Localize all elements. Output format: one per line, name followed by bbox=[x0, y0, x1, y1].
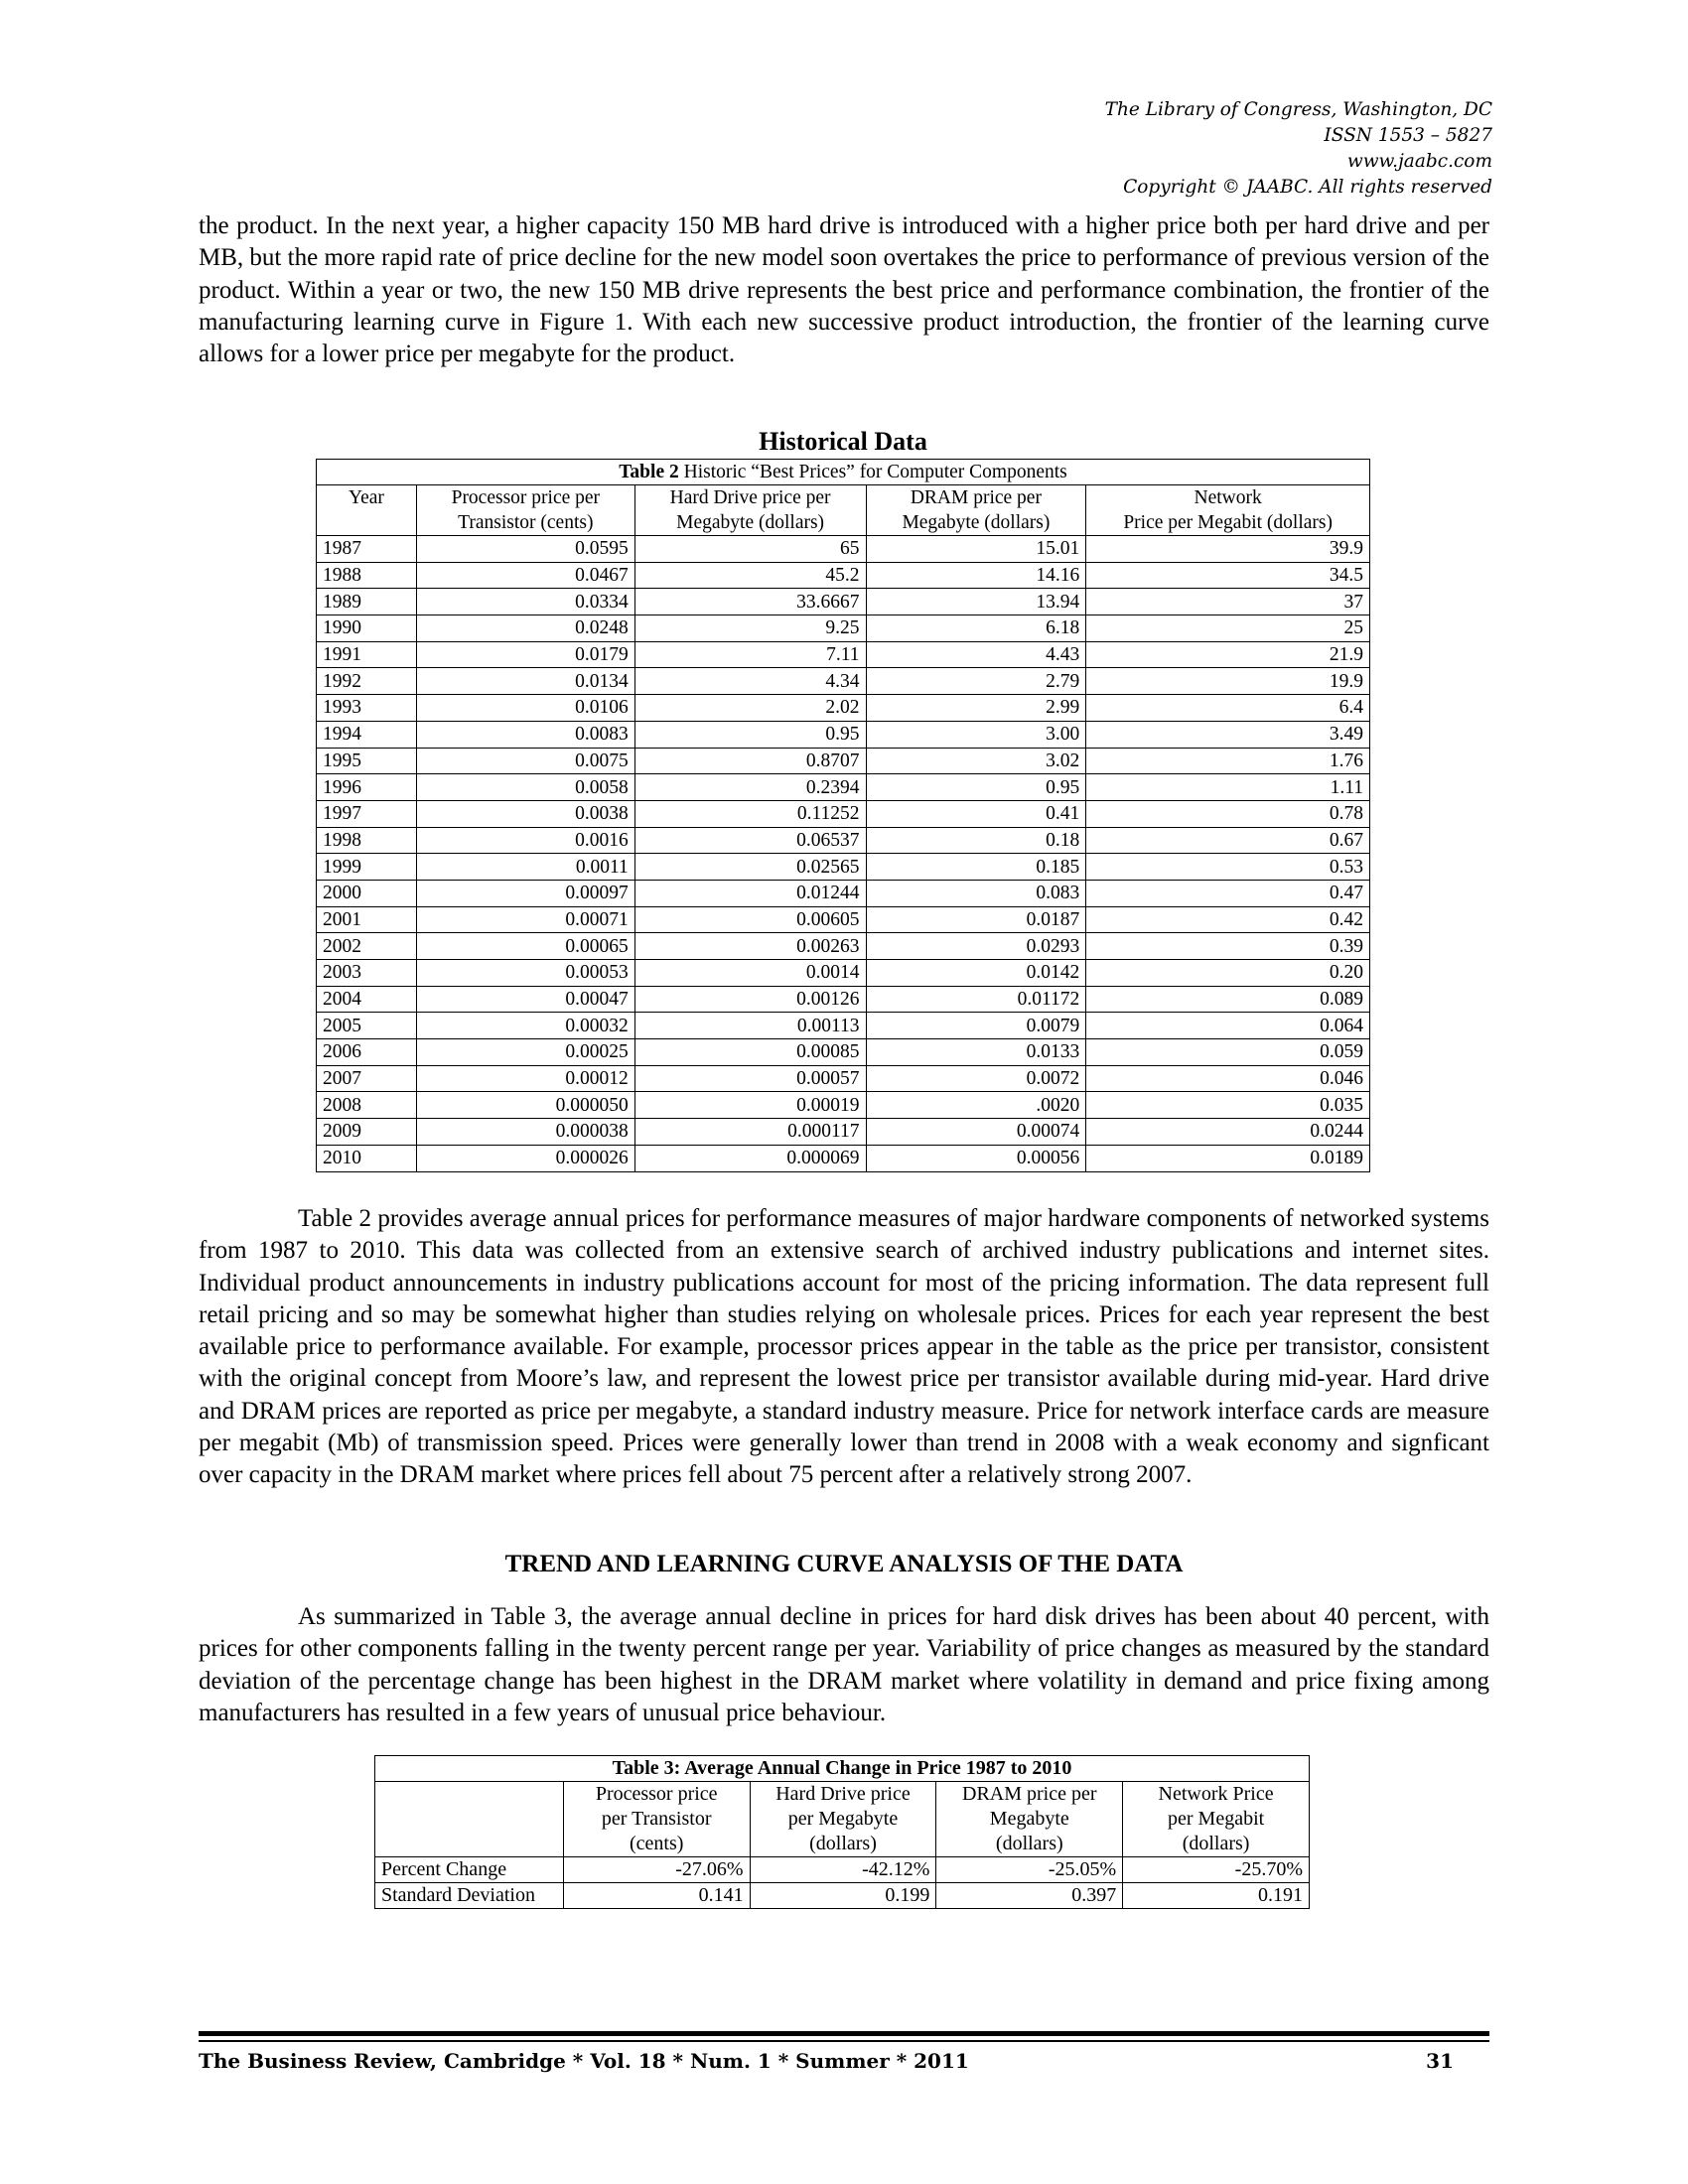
price-cell: 0.0467 bbox=[416, 562, 634, 589]
price-cell: 0.0079 bbox=[866, 1013, 1086, 1039]
price-cell: 0.00019 bbox=[634, 1092, 866, 1119]
table2-col-header: Network Price per Megabit (dollars) bbox=[1086, 485, 1370, 536]
year-cell: 1987 bbox=[317, 536, 417, 563]
price-cell: 14.16 bbox=[866, 562, 1086, 589]
price-cell: 9.25 bbox=[634, 615, 866, 642]
price-cell: 0.059 bbox=[1086, 1039, 1370, 1066]
table-row bbox=[317, 536, 1370, 563]
price-cell: 33.6667 bbox=[634, 589, 866, 615]
table2-col-header: Processor price per Transistor (cents) bbox=[416, 485, 634, 536]
year-cell: 2003 bbox=[317, 960, 417, 987]
price-cell: 2.79 bbox=[866, 668, 1086, 695]
table-row bbox=[317, 615, 1370, 642]
price-cell: 0.00263 bbox=[634, 933, 866, 960]
year-cell: 1996 bbox=[317, 774, 417, 801]
table-row bbox=[317, 1065, 1370, 1092]
price-cell: 0.0072 bbox=[866, 1065, 1086, 1092]
price-cell: 0.42 bbox=[1086, 906, 1370, 933]
table-row bbox=[317, 906, 1370, 933]
table-row bbox=[317, 695, 1370, 722]
table3-caption: Table 3: Average Annual Change in Price 1987 to 2010 bbox=[375, 1756, 1310, 1782]
price-cell: 34.5 bbox=[1086, 562, 1370, 589]
price-cell: 21.9 bbox=[1086, 641, 1370, 668]
table2-body bbox=[317, 536, 1370, 1172]
price-cell: 19.9 bbox=[1086, 668, 1370, 695]
price-cell: 0.2394 bbox=[634, 774, 866, 801]
price-cell: 0.02565 bbox=[634, 854, 866, 881]
price-cell: 0.000038 bbox=[416, 1119, 634, 1146]
price-cell: 0.00065 bbox=[416, 933, 634, 960]
price-cell: 45.2 bbox=[634, 562, 866, 589]
price-cell: 0.00032 bbox=[416, 1013, 634, 1039]
price-cell: 0.00605 bbox=[634, 906, 866, 933]
year-cell: 1997 bbox=[317, 800, 417, 827]
year-cell: 2007 bbox=[317, 1065, 417, 1092]
value-cell: -25.70% bbox=[1123, 1857, 1310, 1883]
year-cell: 1999 bbox=[317, 854, 417, 881]
table-row bbox=[317, 1013, 1370, 1039]
year-cell: 2008 bbox=[317, 1092, 417, 1119]
price-cell: 4.43 bbox=[866, 641, 1086, 668]
table-row bbox=[317, 960, 1370, 987]
paragraph-intro: the product. In the next year, a higher capacity 150 MB hard drive is introduced with a higher price both per hard drive and per MB, but the more rapid rate of price decline for the new model soon overtakes the price to performance of previous version of the product. Within a year or two, the new 150 MB drive represents the best price and performance combination, the frontier of the manufacturing learning curve in Figure 1. With each new successive product introduction, the frontier of the learning curve allows for a lower price per megabyte for the product. bbox=[199, 212, 1489, 368]
value-cell: 0.199 bbox=[750, 1883, 936, 1909]
table2-col-header: DRAM price per Megabyte (dollars) bbox=[866, 485, 1086, 536]
price-cell: 0.0248 bbox=[416, 615, 634, 642]
price-cell: 0.47 bbox=[1086, 880, 1370, 906]
price-cell: 4.34 bbox=[634, 668, 866, 695]
price-cell: 0.0134 bbox=[416, 668, 634, 695]
year-cell: 1998 bbox=[317, 827, 417, 854]
table-row bbox=[317, 1092, 1370, 1119]
price-cell: 0.41 bbox=[866, 800, 1086, 827]
price-cell: 0.185 bbox=[866, 854, 1086, 881]
paragraph-table3-summary: As summarized in Table 3, the average annual decline in prices for hard disk drives has been about 40 percent, with prices for other components falling in the twenty percent range per year. Variability of price changes as measured by the standard deviation of the percentage change has been highest in the DRAM market where volatility in demand and price fixing among manufacturers has resulted in a few years of unusual price behaviour. bbox=[199, 1603, 1489, 1726]
price-cell: 0.0106 bbox=[416, 695, 634, 722]
year-cell: 1993 bbox=[317, 695, 417, 722]
price-cell: 3.49 bbox=[1086, 721, 1370, 748]
year-cell: 2006 bbox=[317, 1039, 417, 1066]
price-cell: 0.78 bbox=[1086, 800, 1370, 827]
price-cell: 0.00085 bbox=[634, 1039, 866, 1066]
price-cell: 0.000050 bbox=[416, 1092, 634, 1119]
price-cell: 0.0011 bbox=[416, 854, 634, 881]
table-row bbox=[317, 986, 1370, 1013]
price-cell: 0.00047 bbox=[416, 986, 634, 1013]
price-cell: 0.0016 bbox=[416, 827, 634, 854]
price-cell: 25 bbox=[1086, 615, 1370, 642]
price-cell: 0.0334 bbox=[416, 589, 634, 615]
year-cell: 1991 bbox=[317, 641, 417, 668]
price-cell: 3.00 bbox=[866, 721, 1086, 748]
table-row bbox=[317, 589, 1370, 615]
price-cell: 0.95 bbox=[634, 721, 866, 748]
table-row bbox=[317, 827, 1370, 854]
price-cell: 1.11 bbox=[1086, 774, 1370, 801]
footer-rule-thick bbox=[199, 2031, 1489, 2036]
price-cell: 6.4 bbox=[1086, 695, 1370, 722]
table-row bbox=[375, 1883, 1310, 1909]
price-cell: 7.11 bbox=[634, 641, 866, 668]
price-cell: 0.0244 bbox=[1086, 1119, 1370, 1146]
price-cell: 0.0014 bbox=[634, 960, 866, 987]
year-cell: 1992 bbox=[317, 668, 417, 695]
price-cell: 0.67 bbox=[1086, 827, 1370, 854]
year-cell: 1988 bbox=[317, 562, 417, 589]
value-cell: 0.191 bbox=[1123, 1883, 1310, 1909]
price-cell: 0.06537 bbox=[634, 827, 866, 854]
header-line-issn: ISSN 1553 – 5827 bbox=[1324, 125, 1492, 146]
header-line-library: The Library of Congress, Washington, DC bbox=[1104, 99, 1492, 120]
year-cell: 2009 bbox=[317, 1119, 417, 1146]
year-cell: 1989 bbox=[317, 589, 417, 615]
price-cell: 0.01172 bbox=[866, 986, 1086, 1013]
price-cell: 0.11252 bbox=[634, 800, 866, 827]
year-cell: 2002 bbox=[317, 933, 417, 960]
table3-col-header: Processor price per Transistor (cents) bbox=[563, 1782, 750, 1857]
price-cell: 0.00057 bbox=[634, 1065, 866, 1092]
table-row bbox=[317, 1039, 1370, 1066]
price-cell: 65 bbox=[634, 536, 866, 563]
price-cell: 0.0038 bbox=[416, 800, 634, 827]
price-cell: 0.18 bbox=[866, 827, 1086, 854]
year-cell: 1990 bbox=[317, 615, 417, 642]
year-cell: 2004 bbox=[317, 986, 417, 1013]
table-row bbox=[317, 880, 1370, 906]
table-row bbox=[317, 1145, 1370, 1171]
price-cell: 0.39 bbox=[1086, 933, 1370, 960]
table-row bbox=[317, 933, 1370, 960]
price-cell: 0.0075 bbox=[416, 748, 634, 774]
price-cell: 1.76 bbox=[1086, 748, 1370, 774]
price-cell: 0.01244 bbox=[634, 880, 866, 906]
price-cell: 0.000026 bbox=[416, 1145, 634, 1171]
table3-col-header: Network Price per Megabit (dollars) bbox=[1123, 1782, 1310, 1857]
price-cell: 0.00053 bbox=[416, 960, 634, 987]
table2-heading: Historical Data bbox=[759, 427, 927, 456]
price-cell: 0.000117 bbox=[634, 1119, 866, 1146]
price-cell: 0.064 bbox=[1086, 1013, 1370, 1039]
price-cell: 0.0058 bbox=[416, 774, 634, 801]
footer-rule-thin bbox=[199, 2040, 1489, 2042]
price-cell: 0.00126 bbox=[634, 986, 866, 1013]
price-cell: 0.0133 bbox=[866, 1039, 1086, 1066]
row-label: Percent Change bbox=[375, 1857, 564, 1883]
table3-header-row bbox=[375, 1782, 1310, 1857]
footer-journal: The Business Review, Cambridge * Vol. 18 * Num. 1 * Summer * 2011 bbox=[199, 2049, 969, 2073]
price-cell: 39.9 bbox=[1086, 536, 1370, 563]
page-number: 31 bbox=[1426, 2049, 1454, 2073]
table-row bbox=[375, 1857, 1310, 1883]
value-cell: 0.397 bbox=[936, 1883, 1123, 1909]
page-footer bbox=[199, 2049, 1454, 2073]
table-row bbox=[317, 562, 1370, 589]
price-cell: 0.00113 bbox=[634, 1013, 866, 1039]
price-cell: 3.02 bbox=[866, 748, 1086, 774]
price-cell: 0.8707 bbox=[634, 748, 866, 774]
value-cell: 0.141 bbox=[563, 1883, 750, 1909]
price-cell: 0.0189 bbox=[1086, 1145, 1370, 1171]
table3-col-header: DRAM price per Megabyte (dollars) bbox=[936, 1782, 1123, 1857]
table-row bbox=[317, 668, 1370, 695]
price-cell: 0.0179 bbox=[416, 641, 634, 668]
price-cell: 0.00025 bbox=[416, 1039, 634, 1066]
price-cell: 0.0595 bbox=[416, 536, 634, 563]
year-cell: 2005 bbox=[317, 1013, 417, 1039]
year-cell: 2010 bbox=[317, 1145, 417, 1171]
table2-col-header: Year bbox=[317, 485, 417, 536]
table-row bbox=[317, 774, 1370, 801]
value-cell: -25.05% bbox=[936, 1857, 1123, 1883]
price-cell: 0.083 bbox=[866, 880, 1086, 906]
price-cell: 0.00097 bbox=[416, 880, 634, 906]
price-cell: 0.046 bbox=[1086, 1065, 1370, 1092]
price-cell: 0.00074 bbox=[866, 1119, 1086, 1146]
price-cell: .0020 bbox=[866, 1092, 1086, 1119]
header-line-website: www.jaabc.com bbox=[1346, 151, 1492, 172]
price-cell: 0.089 bbox=[1086, 986, 1370, 1013]
table3-empty-header bbox=[375, 1782, 564, 1857]
price-cell: 0.53 bbox=[1086, 854, 1370, 881]
price-cell: 0.95 bbox=[866, 774, 1086, 801]
price-cell: 0.20 bbox=[1086, 960, 1370, 987]
price-cell: 0.00071 bbox=[416, 906, 634, 933]
value-cell: -42.12% bbox=[750, 1857, 936, 1883]
table-row bbox=[317, 854, 1370, 881]
row-label: Standard Deviation bbox=[375, 1883, 564, 1909]
table2-col-header: Hard Drive price per Megabyte (dollars) bbox=[634, 485, 866, 536]
year-cell: 2000 bbox=[317, 880, 417, 906]
value-cell: -27.06% bbox=[563, 1857, 750, 1883]
price-cell: 0.0293 bbox=[866, 933, 1086, 960]
price-cell: 2.99 bbox=[866, 695, 1086, 722]
table3-col-header: Hard Drive price per Megabyte (dollars) bbox=[750, 1782, 936, 1857]
table-row bbox=[317, 641, 1370, 668]
section-title: TREND AND LEARNING CURVE ANALYSIS OF THE DATA bbox=[504, 1551, 1184, 1577]
price-cell: 6.18 bbox=[866, 615, 1086, 642]
price-cell: 0.0083 bbox=[416, 721, 634, 748]
table3-body bbox=[375, 1857, 1310, 1909]
price-cell: 0.0142 bbox=[866, 960, 1086, 987]
price-cell: 13.94 bbox=[866, 589, 1086, 615]
table2-historic-prices bbox=[316, 459, 1370, 1172]
price-cell: 15.01 bbox=[866, 536, 1086, 563]
year-cell: 2001 bbox=[317, 906, 417, 933]
table-row bbox=[317, 1119, 1370, 1146]
table-row bbox=[317, 721, 1370, 748]
table2-caption: Table 2 Historic “Best Prices” for Computer Components bbox=[317, 460, 1370, 485]
price-cell: 0.000069 bbox=[634, 1145, 866, 1171]
table-row bbox=[317, 748, 1370, 774]
journal-header bbox=[1105, 97, 1492, 201]
table3-average-change bbox=[374, 1755, 1310, 1909]
price-cell: 2.02 bbox=[634, 695, 866, 722]
price-cell: 0.035 bbox=[1086, 1092, 1370, 1119]
table2-header-row bbox=[317, 485, 1370, 536]
table-row bbox=[317, 800, 1370, 827]
price-cell: 0.00056 bbox=[866, 1145, 1086, 1171]
header-line-copyright: Copyright © JAABC. All rights reserved bbox=[1123, 177, 1492, 198]
year-cell: 1994 bbox=[317, 721, 417, 748]
year-cell: 1995 bbox=[317, 748, 417, 774]
price-cell: 0.0187 bbox=[866, 906, 1086, 933]
price-cell: 37 bbox=[1086, 589, 1370, 615]
paragraph-table2-description: Table 2 provides average annual prices for performance measures of major hardware components of networked systems from 1987 to 2010. This data was collected from an extensive search of archived industry publications and internet sites. Individual product announcements in industry publications account for most of the pricing information. The data represent full retail pricing and so may be somewhat higher than studies relying on wholesale prices. Prices for each year represent the best available price to performance available. For example, processor prices appear in the table as the price per transistor, consistent with the original concept from Moore’s law, and represent the lowest price per transistor available during mid-year. Hard drive and DRAM prices are reported as price per megabyte, a standard industry measure. Price for network interface cards are measure per megabit (Mb) of transmission speed. Prices were generally lower than trend in 2008 with a weak economy and signficant over capacity in the DRAM market where prices fell about 75 percent after a relatively strong 2007. bbox=[199, 1205, 1489, 1489]
price-cell: 0.00012 bbox=[416, 1065, 634, 1092]
